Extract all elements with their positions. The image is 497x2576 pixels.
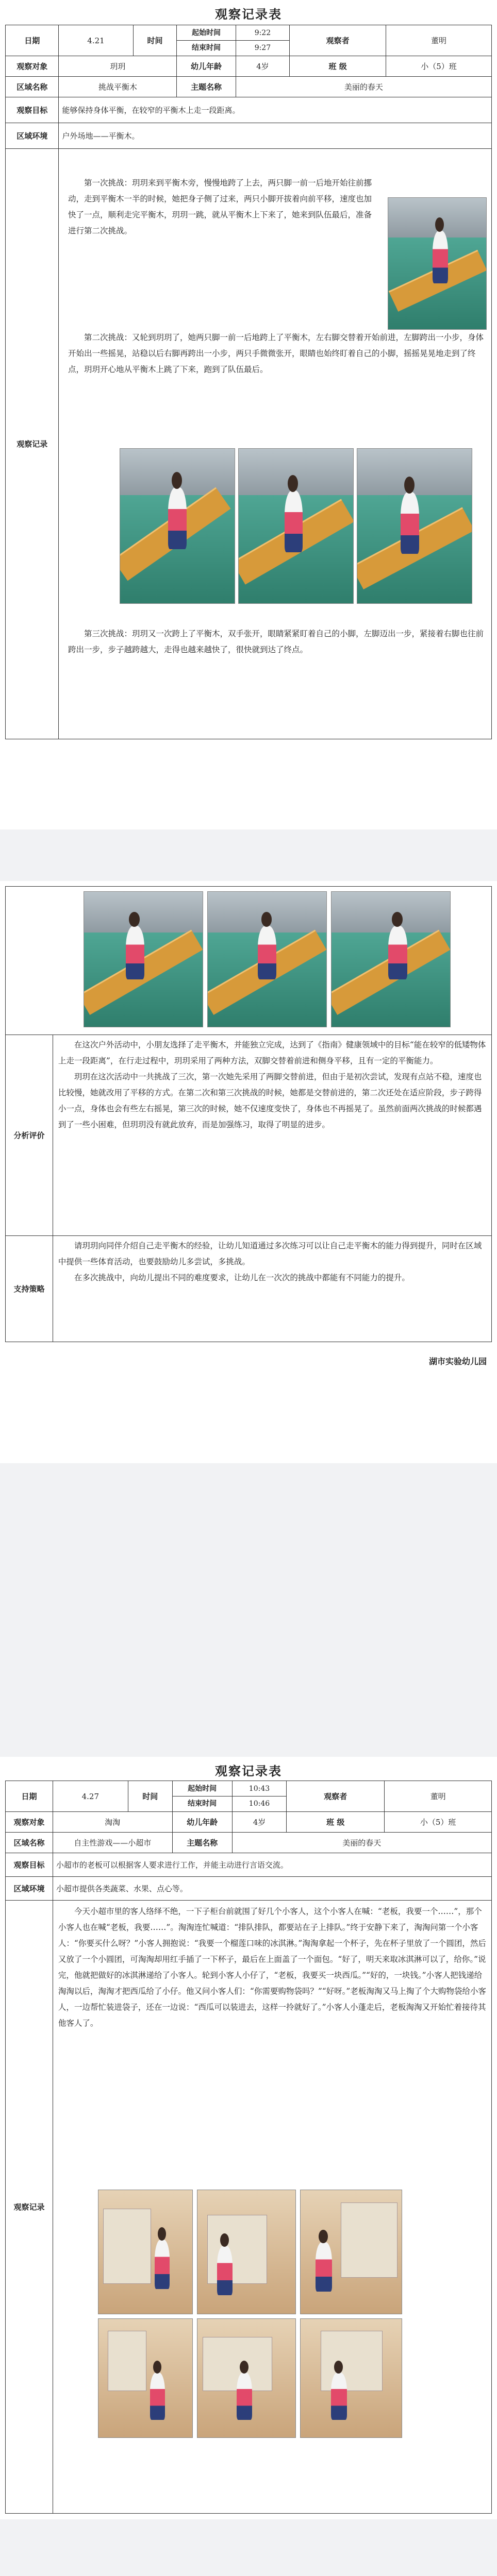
time-sublabels xyxy=(172,1781,232,1812)
photo-balance-beam-2 xyxy=(120,448,235,604)
class-label: 班 级 xyxy=(290,56,386,77)
time-values xyxy=(232,1781,287,1812)
theme-label: 主题名称 xyxy=(177,77,236,97)
record-text-1: 第一次挑战：玥玥来到平衡木旁，慢慢地跨了上去，两只脚一前一后地开始往前挪动，走到平衡木一半的时候，她把身子侧了过来，两只小脚开拔着向前平移，速度也加快了一点，顺利走完平衡木，玥玥一跳，就从平衡木上下来了，她来到队伍最后，准备进行第二次挑战。 xyxy=(68,178,372,235)
subject-value: 玥玥 xyxy=(59,56,177,77)
goal-value: 小超市的老板可以根据客人要求进行工作，并能主动进行言语交流。 xyxy=(53,1853,491,1877)
time-label: 时间 xyxy=(133,25,177,56)
observer-label: 观察者 xyxy=(287,1781,385,1812)
record-label: 观察记录 xyxy=(6,1901,53,2514)
page-gap-1 xyxy=(0,829,497,881)
analysis-text-2: 玥玥在这次活动中一共挑战了三次，第一次她先采用了两脚交替前进，但由于是初次尝试，发现有点站不稳，速度也比较慢，她就改用了平移的方式。在第二次和第三次挑战的时候，她都是交替前进的，第二次还处在适应阶段，步子跨得小一点，身体也会有些左右摇晃，第三次的时候，她不仅速度变快了，身体也不再摇晃了。虽然前面两次挑战的时候都遇到了一些小困难，但玥玥没有就此放弃，而是加强练习，取得了明显的进步。 xyxy=(58,1072,482,1129)
record-text: 今天小超市里的客人络绎不绝，一下子柜台前就围了好几个小客人，这个小客人在喊：“老板，我要一个……”，那个小客人也在喊“老板，我要……”。淘淘连忙喊道：“排队排队，都要站在子上排队。”终于安静下来了，淘淘问第一个小客人：“你要买什么呀？”小客人拥抱说：“我要一个榴莲口味的冰淇淋。”淘淘拿起一个杯子，先在杯子里放了一个圆团，然后又放了一个小圆团，可淘淘却用红手插了一下杯子，最后在上面盖了一个面包。“好了，明天来取冰淇淋可以了，给你。”说完，他就把做好的冰淇淋递给了小客人。轮到小客人小仔了，“老板，我要买一块西瓜。”“好的，一块钱。”小客人把钱递给淘淘以后，淘淘才把西瓜给了小仔。他又问小客人们：“你需要购物袋吗？”“好呀。”老板淘淘又马上掏了个大购物袋给小客人，一边帮忙装进袋子，还在一边说：“西瓜可以装进去，这样一拎就好了。”小客人小蓬走后，老板淘淘又开始忙着接待其他客人了。 xyxy=(58,1907,486,2028)
page-title-2: 观察记录表 xyxy=(215,1764,282,1778)
area-label: 区域名称 xyxy=(6,77,59,97)
time-values xyxy=(236,25,290,56)
goal-label: 观察目标 xyxy=(6,1853,53,1877)
area-value: 挑战平衡木 xyxy=(59,77,177,97)
photo-supermarket-5 xyxy=(197,2318,296,2438)
photo-balance-beam-4 xyxy=(357,448,472,604)
end-time-value: 9:27 xyxy=(254,44,271,52)
start-time-value: 10:43 xyxy=(233,1782,287,1797)
class-label: 班 级 xyxy=(287,1812,385,1833)
page-3 xyxy=(0,1757,497,2519)
env-value: 小超市提供各类蔬菜、水果、点心等。 xyxy=(53,1877,491,1901)
age-label: 幼儿年龄 xyxy=(172,1812,232,1833)
env-label: 区域环境 xyxy=(6,123,59,149)
record-text-2: 第二次挑战：又轮到玥玥了，她两只脚一前一后地跨上了平衡木，左右脚交替着开始前进，左脚跨出一小步，身体开始出一些摇晃，站稳以后右脚再跨出一小步，两只手微微张开，眼睛也始终盯着自己的小脚，摇摇晃晃地走到了终点，玥玥开心地从平衡木上跳了下来，跑到了队伍最后。 xyxy=(68,333,484,374)
area-label: 区域名称 xyxy=(6,1833,53,1853)
observer-value: 董明 xyxy=(386,25,491,56)
photo-balance-beam-6 xyxy=(207,891,327,1027)
end-time-value: 10:46 xyxy=(248,1800,270,1808)
support-label: 支持策略 xyxy=(6,1236,53,1342)
photo-supermarket-2 xyxy=(197,2190,296,2314)
analysis-text-1: 在这次户外活动中，小朋友选择了走平衡木，并能独立完成，达到了《指南》健康领域中的目标“能在较窄的低矮物体上走一段距离”，在行走过程中，玥玥采用了两种方法，双脚交替着前进和侧身平移，且有一定的平衡能力。 xyxy=(58,1040,486,1065)
end-time-label: 结束时间 xyxy=(188,1800,217,1808)
class-value: 小（5）班 xyxy=(386,56,491,77)
subject-value: 淘淘 xyxy=(53,1812,172,1833)
end-time-label: 结束时间 xyxy=(192,44,221,52)
signature: 湖市实验幼儿园 xyxy=(428,1357,487,1366)
analysis-label: 分析评价 xyxy=(6,1035,53,1236)
page-1 xyxy=(0,0,497,829)
env-label: 区域环境 xyxy=(6,1877,53,1901)
start-time-value: 9:22 xyxy=(236,26,290,41)
subject-label: 观察对象 xyxy=(6,56,59,77)
page-title: 观察记录表 xyxy=(215,7,282,22)
record-para-3 xyxy=(68,626,487,658)
photo-supermarket-1 xyxy=(98,2190,193,2314)
theme-label: 主题名称 xyxy=(172,1833,232,1853)
photo-supermarket-3 xyxy=(300,2190,402,2314)
record-para-2 xyxy=(68,330,487,378)
area-value: 自主性游戏——小超市 xyxy=(53,1833,172,1853)
observer-value: 董明 xyxy=(385,1781,492,1812)
date-value: 4.27 xyxy=(53,1781,128,1812)
date-value: 4.21 xyxy=(59,25,133,56)
record-para-1 xyxy=(68,175,377,239)
start-time-label: 起始时间 xyxy=(177,26,235,41)
photo-supermarket-4 xyxy=(98,2318,193,2438)
photo-balance-beam-7 xyxy=(331,891,451,1027)
time-sublabels xyxy=(177,25,236,56)
record-text-3: 第三次挑战：玥玥又一次跨上了平衡木，双手张开，眼睛紧紧盯着自己的小脚，左脚迈出一步，紧接着右脚也往前跨出一步，步子越跨越大，走得也越来越快了，很快就到达了终点。 xyxy=(68,629,484,654)
age-label: 幼儿年龄 xyxy=(177,56,236,77)
goal-value: 能够保持身体平衡，在较窄的平衡木上走一段距离。 xyxy=(59,97,492,123)
date-label: 日期 xyxy=(6,1781,53,1812)
time-label: 时间 xyxy=(128,1781,172,1812)
analysis-cell xyxy=(53,1035,491,1236)
age-value: 4岁 xyxy=(232,1812,287,1833)
support-text-2: 在多次挑战中，向幼儿提出不同的难度要求，让幼儿在一次次的挑战中都能有不同能力的提升。 xyxy=(74,1273,410,1282)
theme-value: 美丽的春天 xyxy=(232,1833,491,1853)
photo-balance-beam-1 xyxy=(388,197,487,330)
subject-label: 观察对象 xyxy=(6,1812,53,1833)
date-label: 日期 xyxy=(6,25,59,56)
env-value: 户外场地——平衡木。 xyxy=(59,123,492,149)
photo-balance-beam-5 xyxy=(84,891,203,1027)
goal-label: 观察目标 xyxy=(6,97,59,123)
page-gap-3 xyxy=(0,2519,497,2576)
photo-balance-beam-3 xyxy=(238,448,354,604)
observer-label: 观察者 xyxy=(290,25,386,56)
start-time-label: 起始时间 xyxy=(173,1782,232,1797)
support-text-1: 请玥玥向同伴介绍自己走平衡木的经验，让幼儿知道通过多次练习可以让自己走平衡木的能力得到提升，同时在区域中提供一些体育活动，也要鼓励幼儿多尝试，多挑战。 xyxy=(58,1241,482,1266)
age-value: 4岁 xyxy=(236,56,290,77)
page-2 xyxy=(0,881,497,1463)
page-gap-2 xyxy=(0,1463,497,1757)
record-label: 观察记录 xyxy=(6,149,59,739)
theme-value: 美丽的春天 xyxy=(236,77,491,97)
class-value: 小（5）班 xyxy=(385,1812,492,1833)
support-cell xyxy=(53,1236,491,1342)
photo-supermarket-6 xyxy=(300,2318,402,2438)
